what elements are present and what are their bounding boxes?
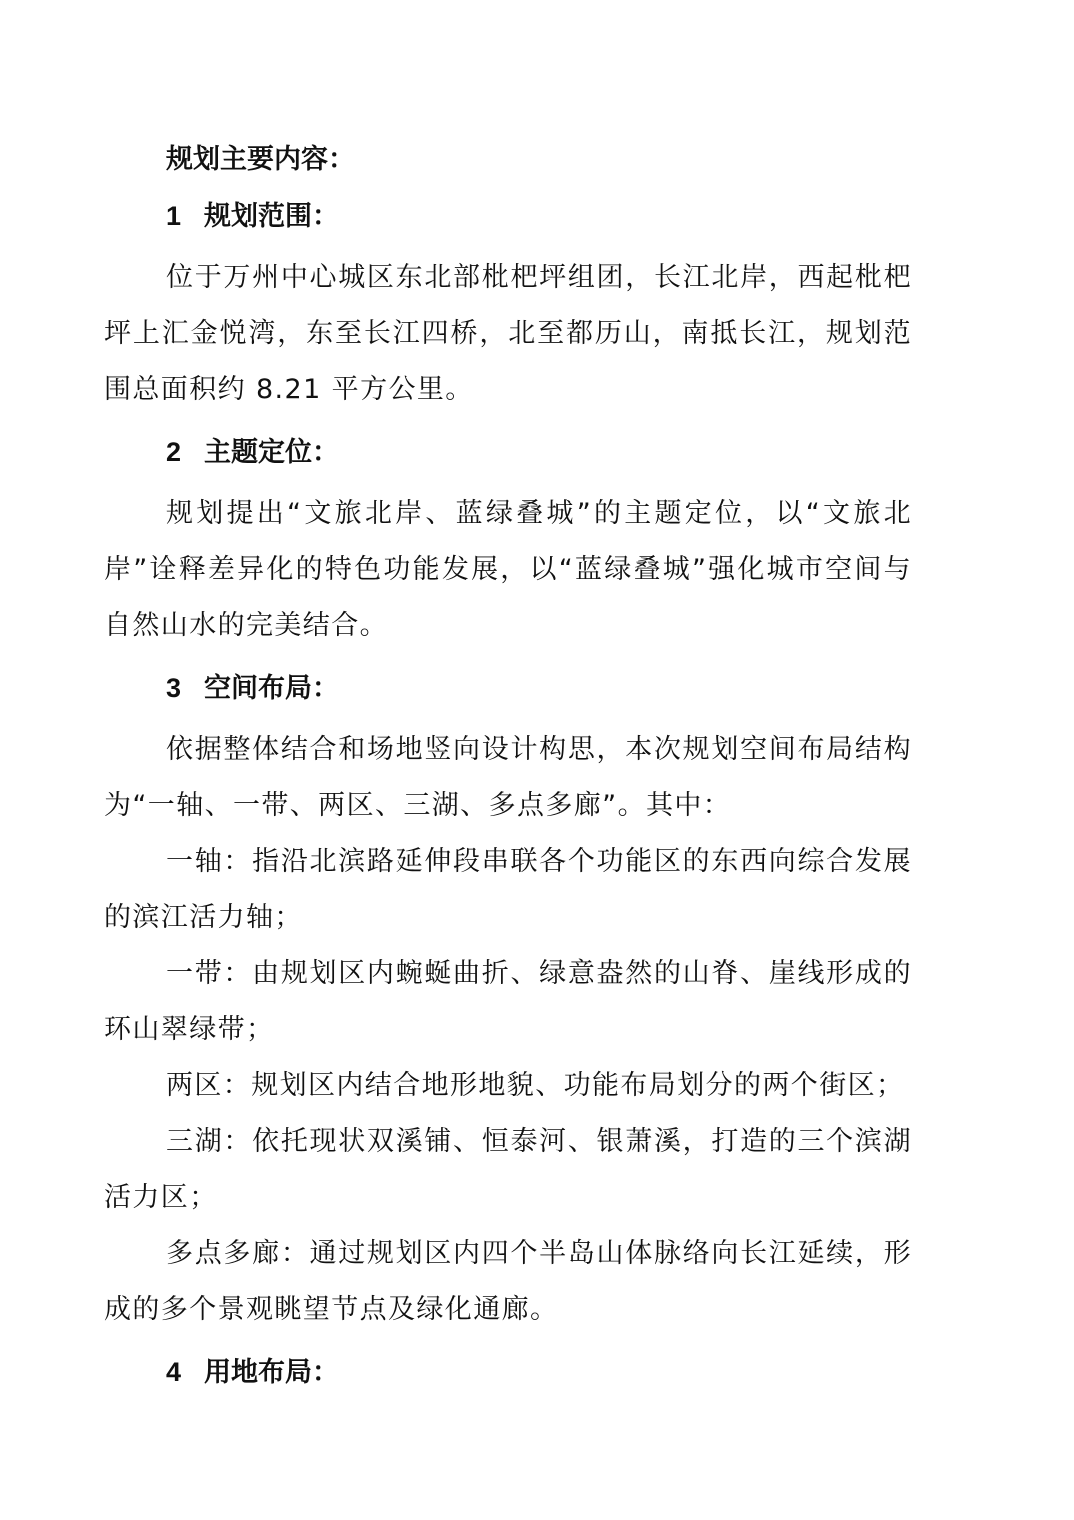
layout-intro-paragraph: 依据整体结合和场地竖向设计构思，本次规划空间布局结构为“一轴、一带、两区、三湖、多点多廊”。其中： bbox=[104, 734, 912, 821]
scope-paragraph: 位于万州中心城区东北部枇杷坪组团，长江北岸，西起枇杷坪上汇金悦湾，东至长江四桥，北至都历山，南抵长江，规划范围总面积约 8.21 平方公里。 bbox=[104, 262, 912, 405]
section-title: 用地布局： bbox=[204, 1357, 339, 1388]
section-title: 空间布局： bbox=[204, 673, 339, 704]
layout-nodes-paragraph: 多点多廊：通过规划区内四个半岛山体脉络向长江延续，形成的多个景观眺望节点及绿化通廊。 bbox=[104, 1238, 912, 1325]
section-number: 3 bbox=[166, 673, 182, 703]
section-title: 主题定位： bbox=[204, 437, 339, 468]
section-number: 4 bbox=[166, 1357, 182, 1387]
layout-lakes-paragraph: 三湖：依托现状双溪铺、恒泰河、银萧溪，打造的三个滨湖活力区； bbox=[104, 1126, 912, 1213]
section-heading-theme bbox=[166, 430, 912, 474]
section-number: 1 bbox=[166, 201, 182, 231]
document-body bbox=[104, 138, 912, 1406]
section-heading-scope bbox=[166, 194, 912, 238]
layout-districts-paragraph: 两区：规划区内结合地形地貌、功能布局划分的两个街区； bbox=[166, 1070, 905, 1101]
section-heading-land-use bbox=[166, 1350, 912, 1394]
section-title: 规划范围： bbox=[204, 201, 339, 232]
theme-paragraph: 规划提出“文旅北岸、蓝绿叠城”的主题定位，以“文旅北岸”诠释差异化的特色功能发展，以“蓝绿叠城”强化城市空间与自然山水的完美结合。 bbox=[104, 498, 912, 641]
section-number: 2 bbox=[166, 437, 182, 467]
layout-axis-paragraph: 一轴：指沿北滨路延伸段串联各个功能区的东西向综合发展的滨江活力轴； bbox=[104, 846, 912, 933]
layout-belt-paragraph: 一带：由规划区内蜿蜒曲折、绿意盎然的山脊、崖线形成的环山翠绿带； bbox=[104, 958, 912, 1045]
document-title: 规划主要内容： bbox=[166, 144, 355, 175]
section-heading-layout bbox=[166, 666, 912, 710]
